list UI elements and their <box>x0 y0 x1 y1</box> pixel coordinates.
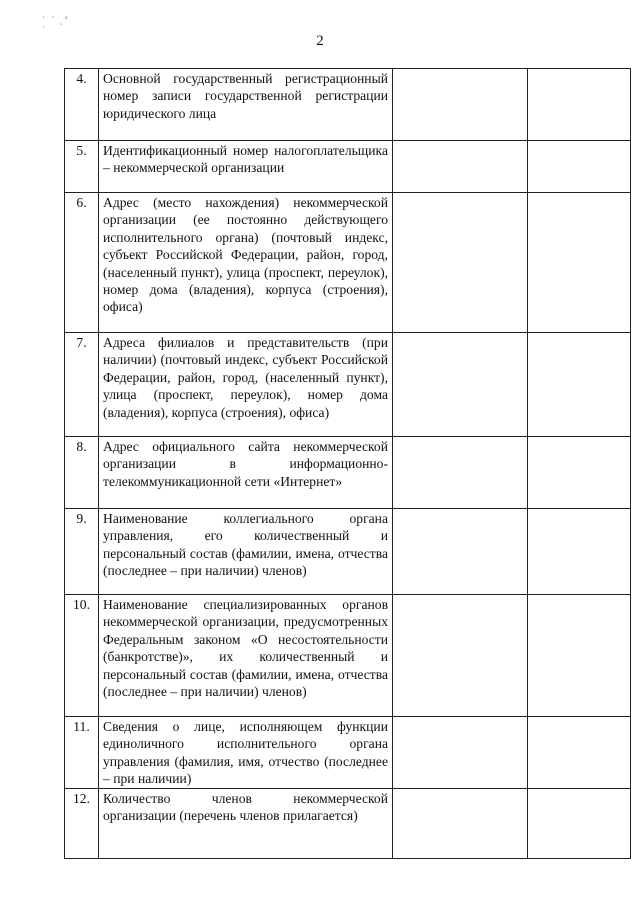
row-description: Сведения о лице, исполняющем функции единоличного исполнительного органа управления (фамилия, имя, отчество (последнее – при наличии) <box>99 717 393 789</box>
row-number: 9. <box>65 509 99 595</box>
form-table <box>64 68 631 859</box>
table-row <box>65 333 631 437</box>
row-description: Количество членов некоммерческой организации (перечень членов прилагается) <box>99 788 393 858</box>
row-description: Наименование специализированных органов некоммерческой организации, предусмотренных Федеральным законом «О несостоятельности (банкротстве)», их количественный и персональный состав (фамилии, имена, отчества (последнее – при наличии) членов) <box>99 595 393 717</box>
scan-artifact: · · ‹ · ` <box>42 12 70 32</box>
value-cell[interactable] <box>393 193 528 333</box>
extra-cell[interactable] <box>528 333 631 437</box>
row-description: Наименование коллегиального органа управления, его количественный и персональный состав (фамилии, имена, отчества (последнее – при наличии) членов) <box>99 509 393 595</box>
row-number: 7. <box>65 333 99 437</box>
value-cell[interactable] <box>393 69 528 141</box>
row-description: Основной государственный регистрационный номер записи государственной регистрации юридического лица <box>99 69 393 141</box>
extra-cell[interactable] <box>528 193 631 333</box>
extra-cell[interactable] <box>528 788 631 858</box>
value-cell[interactable] <box>393 333 528 437</box>
extra-cell[interactable] <box>528 437 631 509</box>
row-number: 4. <box>65 69 99 141</box>
row-description: Адрес официального сайта некоммерческой организации в информационно-телекоммуникационной сети «Интернет» <box>99 437 393 509</box>
row-number: 11. <box>65 717 99 789</box>
table-row <box>65 509 631 595</box>
value-cell[interactable] <box>393 509 528 595</box>
extra-cell[interactable] <box>528 595 631 717</box>
table-row <box>65 437 631 509</box>
row-number: 6. <box>65 193 99 333</box>
value-cell[interactable] <box>393 595 528 717</box>
row-number: 12. <box>65 788 99 858</box>
page-number: 2 <box>316 33 324 49</box>
row-description: Адреса филиалов и представительств (при наличии) (почтовый индекс, субъект Российской Федерации, район, город, (населенный пункт), улица (проспект, переулок), номер дома (владения), корпуса (строения), офиса) <box>99 333 393 437</box>
value-cell[interactable] <box>393 437 528 509</box>
table-row <box>65 717 631 789</box>
row-description: Адрес (место нахождения) некоммерческой организации (ее постоянно действующего исполнительного органа) (почтовый индекс, субъект Российской Федерации, район, город, (населенный пункт), улица (проспект, переулок), номер дома (владения), корпуса (строения), офиса) <box>99 193 393 333</box>
extra-cell[interactable] <box>528 509 631 595</box>
row-number: 10. <box>65 595 99 717</box>
extra-cell[interactable] <box>528 141 631 193</box>
table-row <box>65 69 631 141</box>
row-number: 8. <box>65 437 99 509</box>
table-row <box>65 595 631 717</box>
value-cell[interactable] <box>393 717 528 789</box>
value-cell[interactable] <box>393 788 528 858</box>
table-row <box>65 788 631 858</box>
table-row <box>65 141 631 193</box>
value-cell[interactable] <box>393 141 528 193</box>
extra-cell[interactable] <box>528 69 631 141</box>
row-description: Идентификационный номер налогоплательщика – некоммерческой организации <box>99 141 393 193</box>
extra-cell[interactable] <box>528 717 631 789</box>
row-number: 5. <box>65 141 99 193</box>
table-row <box>65 193 631 333</box>
